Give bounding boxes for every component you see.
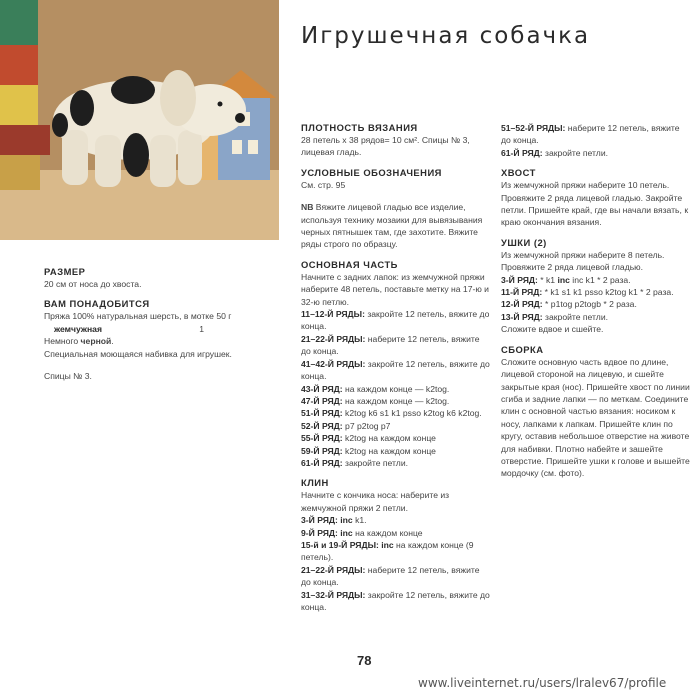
row-text: на каждом конце — k2tog. xyxy=(342,383,450,394)
row-label: 43-Й РЯД: xyxy=(301,383,343,394)
pearl-label: жемчужная xyxy=(54,323,102,334)
left-column xyxy=(44,266,244,382)
row-text: * k1 xyxy=(537,274,558,285)
watermark: www.liveinternet.ru/users/lralev67/profile xyxy=(418,676,667,690)
row-inc: inc xyxy=(557,274,570,285)
pattern-row xyxy=(501,122,691,147)
pattern-row xyxy=(301,527,491,539)
wedge-heading: КЛИН xyxy=(301,477,329,489)
pattern-row xyxy=(501,298,691,310)
row-text: p7 p2tog p7 xyxy=(342,420,391,431)
size-text: 20 см от носа до хвоста. xyxy=(44,279,142,289)
row-text: на каждом конце — k2tog. xyxy=(342,395,450,406)
toy-dog-photo xyxy=(0,0,279,240)
middle-column xyxy=(301,122,491,613)
black-yarn-row xyxy=(44,335,244,347)
row-label: 51–52-Й РЯДЫ: xyxy=(501,123,566,133)
needles-text: Спицы № 3. xyxy=(44,371,92,382)
row-label: 11-Й РЯД: xyxy=(501,287,543,298)
row-label: 59-Й РЯД: xyxy=(301,445,343,456)
row-label: 55-Й РЯД: xyxy=(301,433,343,444)
pattern-row xyxy=(301,308,491,333)
row-label: 47-Й РЯД: xyxy=(301,395,343,406)
row-inc: inc xyxy=(337,515,353,526)
black-suffix: . xyxy=(111,336,114,347)
row-label: 21–22-Й РЯДЫ: xyxy=(301,564,366,575)
row-label: 3-Й РЯД: xyxy=(301,515,338,526)
ears-intro: Из жемчужной пряжи наберите 8 петель. Провяжите 2 ряда лицевой гладью. xyxy=(501,249,665,273)
pattern-row xyxy=(301,539,491,564)
main-heading: ОСНОВНАЯ ЧАСТЬ xyxy=(301,258,398,270)
nb-label: NB xyxy=(301,202,314,213)
row-text: на каждом конце xyxy=(352,527,423,538)
page-title: Игрушечная собачка xyxy=(301,23,591,49)
pearl-yarn-row xyxy=(44,323,204,335)
right-column xyxy=(501,122,691,480)
row-text: наберите 12 петель, вяжите до конца. xyxy=(301,564,480,588)
assembly-text: Сложите основную часть вдвое по длине, лицевой стороной на лицевую, и сшейте закрытые края (нос). Пришейте хвост по линии сгиба и задние лапки — по меткам. Соедините клин с основной частью вязания: носиком к носу, лапками к лапкам. Пришейте клин по кругу, оставив небольшое отверстие на животе для набивки. Плотно набейте и зашейте отверстие. Пришейте ушки к голове и вышейте мордочку (см. фото). xyxy=(501,356,690,479)
stuffing-text: Специальная моющаяся набивка для игрушек. xyxy=(44,348,232,359)
row-label: 52-Й РЯД: xyxy=(301,420,343,431)
row-label: 21–22-Й РЯДЫ: xyxy=(301,333,366,344)
row-label: 31–32-Й РЯДЫ: xyxy=(301,589,366,600)
ears-heading: УШКИ (2) xyxy=(501,236,547,248)
symbols-heading: УСЛОВНЫЕ ОБОЗНАЧЕНИЯ xyxy=(301,166,442,178)
row-text: * p1tog p2togb * 2 раза. xyxy=(542,299,637,310)
density-heading: ПЛОТНОСТЬ ВЯЗАНИЯ xyxy=(301,122,418,133)
main-intro: Начните с задних лапок: из жемчужной пряжи наберите 48 петель, поставьте метку на 17-ю и 32-ю петлю. xyxy=(301,271,489,307)
row-label: 13-Й РЯД: xyxy=(501,311,543,322)
pattern-row xyxy=(501,147,691,159)
row-text: k2tog на каждом конце xyxy=(342,433,436,444)
row-text: закройте 12 петель, вяжите до конца. xyxy=(301,358,490,382)
page-number: 78 xyxy=(357,653,372,668)
row-label: 12-Й РЯД: xyxy=(501,299,543,310)
need-line: Пряжа 100% натуральная шерсть, в мотке 50 г xyxy=(44,311,232,322)
pattern-row xyxy=(301,445,491,457)
pattern-row xyxy=(301,564,491,589)
pattern-row xyxy=(301,333,491,358)
pattern-row xyxy=(301,432,491,444)
pattern-row xyxy=(301,358,491,383)
row-text: на каждом конце (9 петель). xyxy=(301,539,474,563)
row-text: * k1 s1 k1 psso k2tog k1 * 2 раза. xyxy=(542,287,674,298)
row-text: закройте петли. xyxy=(542,311,609,322)
row-text: закройте петли. xyxy=(342,457,409,468)
row-text: закройте 12 петель, вяжите до конца. xyxy=(301,589,490,612)
nb-text: Вяжите лицевой гладью все изделие, используя технику мозаики для вывязывания черных пятнышек там, где захотите. Вяжите ряды строго по образцу. xyxy=(301,202,483,250)
row-text: закройте 12 петель, вяжите до конца. xyxy=(301,309,490,332)
pattern-row xyxy=(301,457,491,469)
row-text: наберите 12 петель, вяжите до конца. xyxy=(301,333,480,357)
row-text: k2tog k6 s1 k1 psso k2tog k6 k2tog. xyxy=(342,408,482,419)
pattern-row xyxy=(501,311,691,323)
row-label: 61-Й РЯД: xyxy=(501,147,543,158)
tail-heading: ХВОСТ xyxy=(501,167,536,179)
row-inc: inc xyxy=(378,539,394,550)
row-text: k1. xyxy=(352,515,367,526)
wedge-intro: Начните с кончика носа: наберите из жемчужной пряжи 2 петли. xyxy=(301,490,450,513)
pattern-row xyxy=(301,420,491,432)
need-heading: ВАМ ПОНАДОБИТСЯ xyxy=(44,298,150,310)
symbols-text: См. стр. 95 xyxy=(301,179,346,190)
pattern-row xyxy=(501,286,691,298)
wedge-rows xyxy=(301,514,491,613)
row-label: 3-Й РЯД: xyxy=(501,274,538,285)
row-text: наберите 12 петель, вяжите до конца. xyxy=(501,123,680,146)
row-label: 15-й и 19-Й РЯДЫ: xyxy=(301,539,379,550)
row-inc: inc xyxy=(337,527,353,538)
row-label: 51-Й РЯД: xyxy=(301,408,343,419)
tail-text: Из жемчужной пряжи наберите 10 петель. Провяжите 2 ряда лицевой гладью. Закройте петли. Пришейте край, где вы начали вязать, к краю окончания вязания. xyxy=(501,180,689,228)
size-heading: РАЗМЕР xyxy=(44,266,86,277)
row-label: 61-Й РЯД: xyxy=(301,457,343,468)
black-label: черной xyxy=(80,336,112,347)
pattern-row xyxy=(301,407,491,419)
black-prefix: Немного xyxy=(44,336,81,347)
row-label: 11–12-Й РЯДЫ: xyxy=(301,309,365,320)
pattern-row xyxy=(301,395,491,407)
row-label: 9-Й РЯД: xyxy=(301,527,338,538)
pattern-row xyxy=(501,274,691,286)
density-text: 28 петель х 38 рядов= 10 см². Спицы № 3, лицевая гладь. xyxy=(301,135,470,158)
row-text: inc k1 * 2 раза. xyxy=(569,274,631,285)
row-label: 41–42-Й РЯДЫ: xyxy=(301,358,366,369)
pattern-row xyxy=(301,383,491,395)
pattern-row xyxy=(301,514,491,526)
nb-note xyxy=(301,201,491,251)
row-text: k2tog на каждом конце xyxy=(342,445,436,456)
row-text: закройте петли. xyxy=(542,147,609,158)
ears-end: Сложите вдвое и сшейте. xyxy=(501,324,604,335)
assembly-heading: СБОРКА xyxy=(501,343,544,355)
main-rows xyxy=(301,308,491,469)
pearl-qty: 1 xyxy=(199,323,204,334)
pattern-row xyxy=(301,589,491,614)
